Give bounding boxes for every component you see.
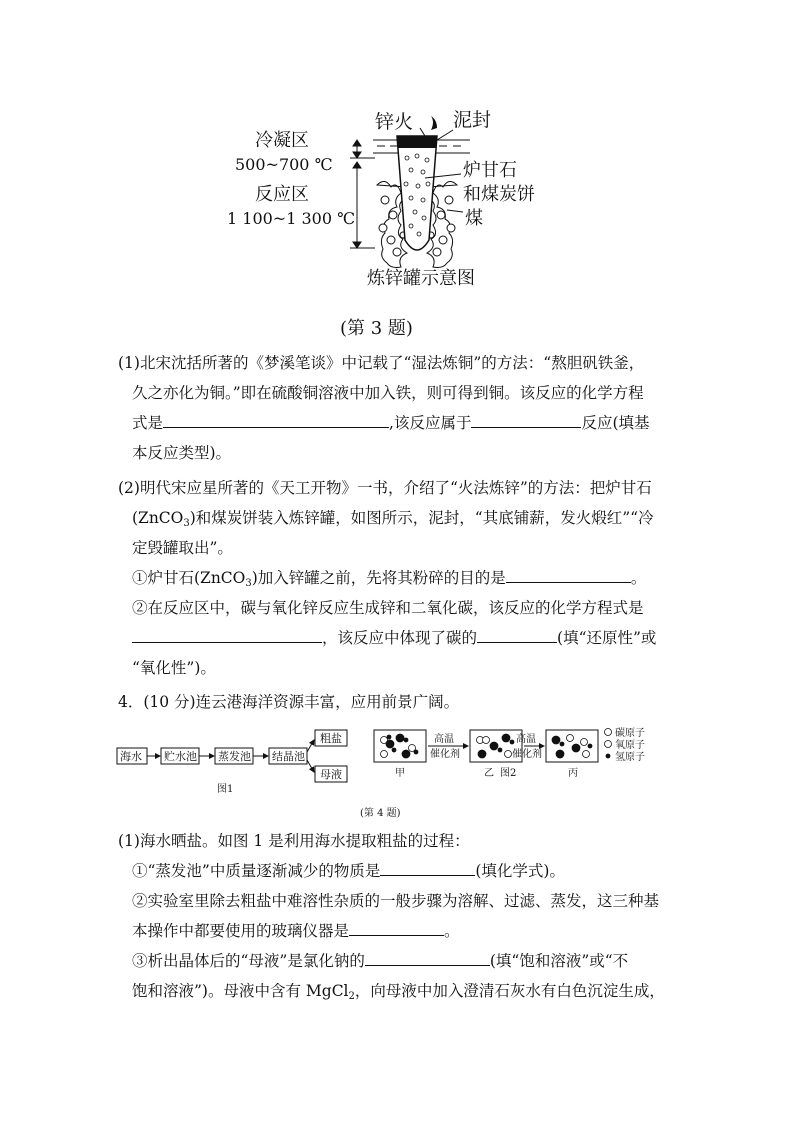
flow-box-storage: 贮水池 [164, 750, 197, 763]
legend-oxygen: 氧原子 [615, 740, 645, 751]
answer-blank-solution-type[interactable] [365, 947, 490, 966]
answer-blank-glass-instrument[interactable] [349, 917, 444, 936]
molecular-reaction-diagram [370, 726, 680, 782]
figure-1-caption: 图1 [217, 784, 234, 794]
dimension-arrows [350, 140, 375, 248]
legend-hydrogen: 氢原子 [615, 752, 645, 763]
answer-blank-formula[interactable] [380, 857, 475, 876]
answer-blank-equation[interactable] [163, 409, 389, 428]
answer-blank-carbon-equation[interactable] [132, 624, 322, 643]
calamine-label-2: 和煤炭饼 [463, 184, 535, 205]
zinc-pot-diagram [225, 100, 565, 300]
flow-box-crystallization: 结晶池 [272, 750, 305, 763]
reaction-temp-label: 1 100~1 300 ℃ [227, 209, 355, 228]
legend-carbon: 碳原子 [615, 728, 645, 739]
figure-2-caption: 图2 [500, 768, 517, 779]
flow-box-mother-liquor: 母液 [320, 768, 342, 781]
flow-box-crude-salt: 粗盐 [320, 732, 342, 745]
mud-seal-layer [397, 136, 437, 148]
flow-box-evaporation: 蒸发池 [218, 750, 251, 763]
zinc-fire-icon [431, 116, 437, 130]
box-label-c: 丙 [568, 768, 578, 779]
arrow-2-condition-top: 高温 [516, 734, 536, 745]
answer-blank-purpose[interactable] [506, 564, 631, 583]
arrow-1-condition-top: 高温 [434, 734, 454, 745]
answer-blank-carbon-property[interactable] [477, 624, 557, 643]
condense-zone-label: 冷凝区 [255, 130, 309, 151]
zinc-fire-label: 锌火 [375, 111, 414, 133]
question-4-figure-caption: (第 4 题) [360, 808, 401, 819]
calamine-label-1: 炉甘石 [463, 160, 517, 181]
reaction-zone-label: 反应区 [255, 184, 309, 205]
atom-legend [605, 729, 612, 759]
question-3-part-1: (1)北宋沈括所著的《梦溪笔谈》中记载了“湿法炼铜”的方法：“熬胆矾铁釜， 久之亦化为铜。”即在硫酸铜溶液中加入铁，则可得到铜。该反应的化学方程 式是 ,该反应属于 反应(填基 本反应类型)。 [118, 354, 650, 462]
mud-seal-label: 泥封 [453, 109, 492, 131]
question-4-header: 4．(10 分)连云港海洋资源丰富，应用前景广阔。 [118, 693, 460, 711]
box-label-a: 甲 [395, 768, 405, 779]
condense-temp-label: 500~700 ℃ [235, 155, 333, 174]
sea-salt-flow-diagram [115, 728, 365, 794]
coal-label: 煤 [465, 208, 483, 229]
answer-blank-reaction-type[interactable] [471, 409, 581, 428]
flow-box-seawater: 海水 [120, 750, 142, 763]
question-3-caption: (第 3 题) [340, 318, 413, 339]
question-3-part-2: (2)明代宋应星所著的《天工开物》一书，介绍了“火法炼锌”的方法：把炉甘石 (ZnCO$_3$)和煤炭饼装入炼锌罐，如图所示，泥封，“其底铺薪，发火煅红”“冷 定毁罐取出”。 ①炉甘石(ZnCO$_3$)加入锌罐之前，先将其粉碎的目的是 。 ②在反应区中，碳与氧化锌反应生成锌和二氧化碳，该反应的化学方程式是 ，该反应中体现了碳的 (填“还原性”或 “氧化性”)。 [118, 479, 657, 677]
arrow-2-condition-bottom: 催化剂 [512, 749, 542, 760]
box-label-b: 乙 [484, 768, 494, 779]
arrow-1-condition-bottom: 催化剂 [430, 749, 460, 760]
question-4-part-1: (1)海水晒盐。如图 1 是利用海水提取粗盐的过程： ①“蒸发池”中质量逐渐减少的物质是 (填化学式)。 ②实验室里除去粗盐中难溶性杂质的一般步骤为溶解、过滤、蒸发，这三种基 本操作中都要使用的玻璃仪器是 。 ③析出晶体后的“母液”是氯化钠的 (填“饱和溶液”或“不 饱和溶液”)。母液中含有 MgCl$_2$，向母液中加入澄清石灰水有白色沉淀生成， [118, 832, 665, 1002]
diagram-caption: 炼锌罐示意图 [367, 268, 475, 289]
